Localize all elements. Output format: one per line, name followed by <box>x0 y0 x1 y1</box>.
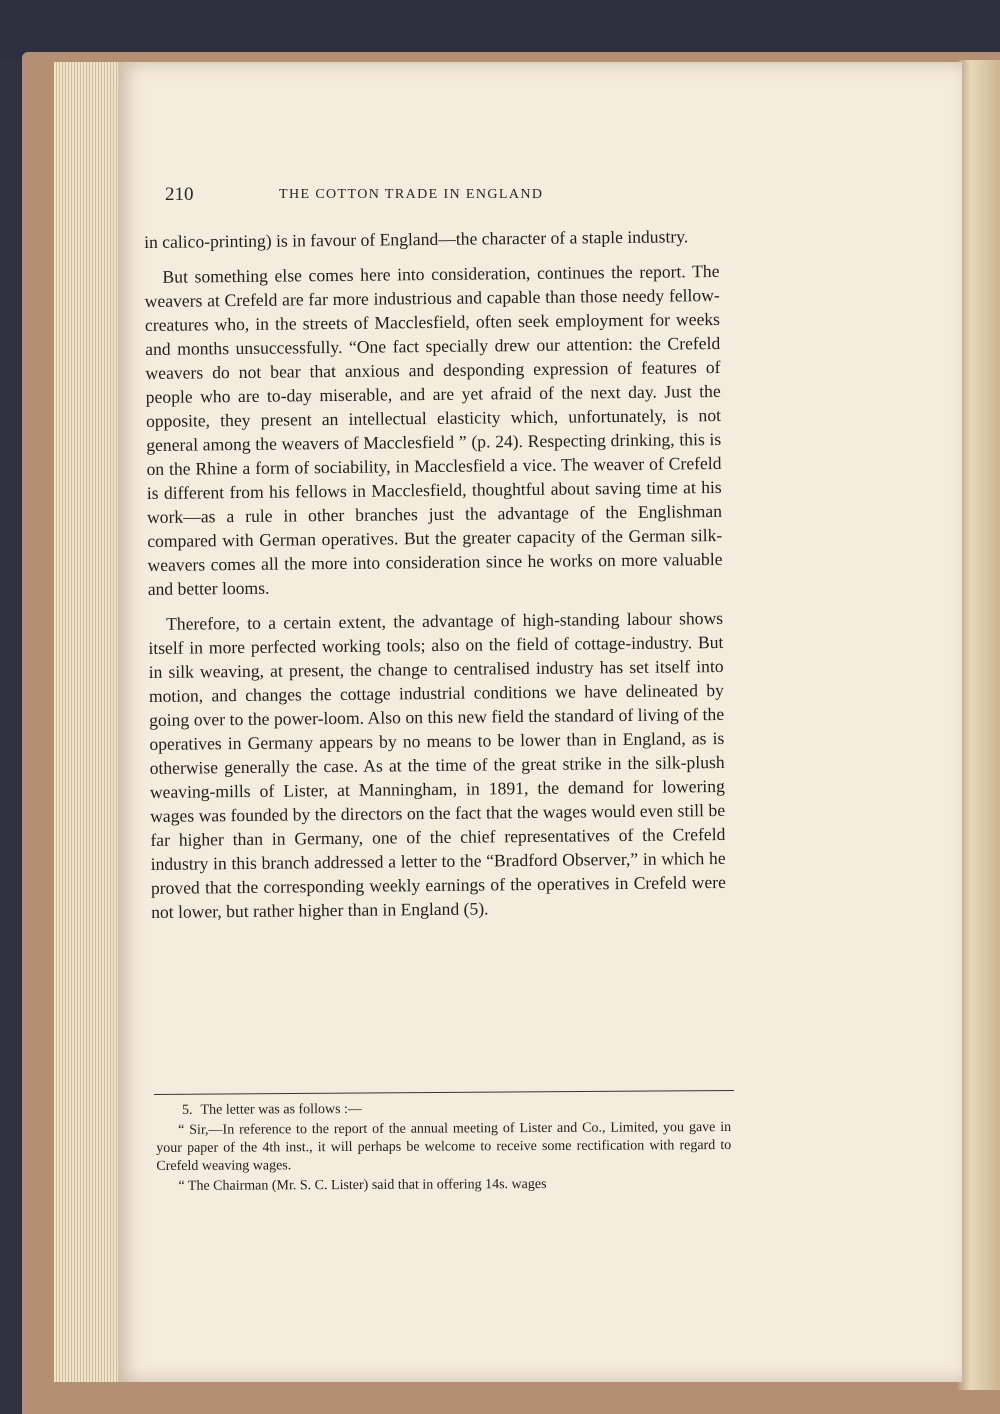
paragraph-report: But something else comes here into consideration, continues the report. The weavers at Crefeld are far more industrious and capable than those needy fellow-creatures who, in the streets of Macclesfield, often seek employment for weeks and months unsuccessfully. “One fact specially drew our attention: the Crefeld weavers do not bear that anxious and desponding expression of features of people who are to-day miserable, and are yet afraid of the next day. Just the opposite, they present an intellectual elasticity which, unfortunately, is not general among the weavers of Macclesfield ” (p. 24). Respecting drinking, this is on the Rhine a form of sociability, in Macclesfield a vice. The weaver of Crefeld is different from his fellows in Macclesfield, thoughtful about saving time at his work—as a rule in other branches just the advantage of the Englishman compared with German operatives. But the greater capacity of the German silk-weavers comes all the more into consideration since he works on more valuable and better looms. <box>144 260 723 599</box>
paragraph-therefore: Therefore, to a certain extent, the advantage of high-standing labour shows itself in more perfected working tools; also on the field of cottage-industry. But in silk weaving, at present, the change to centralised industry has set itself into motion, and changes the cottage industrial conditions we have delineated by going over to the power-loom. Also on this new field the standard of living of the operatives in Germany appears by no means to be lower than in England, as is otherwise generally the case. As at the time of the great strike in the silk-plush weaving-mills of Lister, at Manningham, in 1891, the demand for lowering wages was founded by the directors on the fact that the wages would even still be far higher than in Germany, one of the chief representatives of the Crefeld industry in this branch addressed a letter to the “Bradford Observer,” in which he proved that the corresponding weekly earnings of the operatives in Crefeld were not lower, but rather higher than in England (5). <box>148 607 726 922</box>
footnote-marker: 5. <box>182 1102 193 1118</box>
running-title: THE COTTON TRADE IN ENGLAND <box>279 187 544 202</box>
footnote-intro: The letter was as follows :— <box>200 1101 362 1118</box>
footnote-5 <box>156 1099 731 1120</box>
body-text <box>144 224 726 935</box>
right-page-edge <box>958 60 1000 1390</box>
running-header <box>165 182 745 206</box>
paragraph-continuation: in calico-printing) is in favour of England—the character of a staple industry. <box>144 226 689 252</box>
footnote-letter-paragraph: “ The Chairman (Mr. S. C. Lister) said that in offering 14s. wages <box>178 1176 547 1194</box>
page-edges <box>54 62 124 1382</box>
background <box>0 0 1000 60</box>
footnotes <box>156 1099 731 1198</box>
footnote-letter-paragraph: “ Sir,—In reference to the report of the annual meeting of Lister and Co., Limited, you gave in your paper of the 4th inst., it will perhaps be welcome to receive some rectification with regard to Crefeld weaving wages. <box>156 1119 732 1174</box>
page-number: 210 <box>165 184 194 205</box>
